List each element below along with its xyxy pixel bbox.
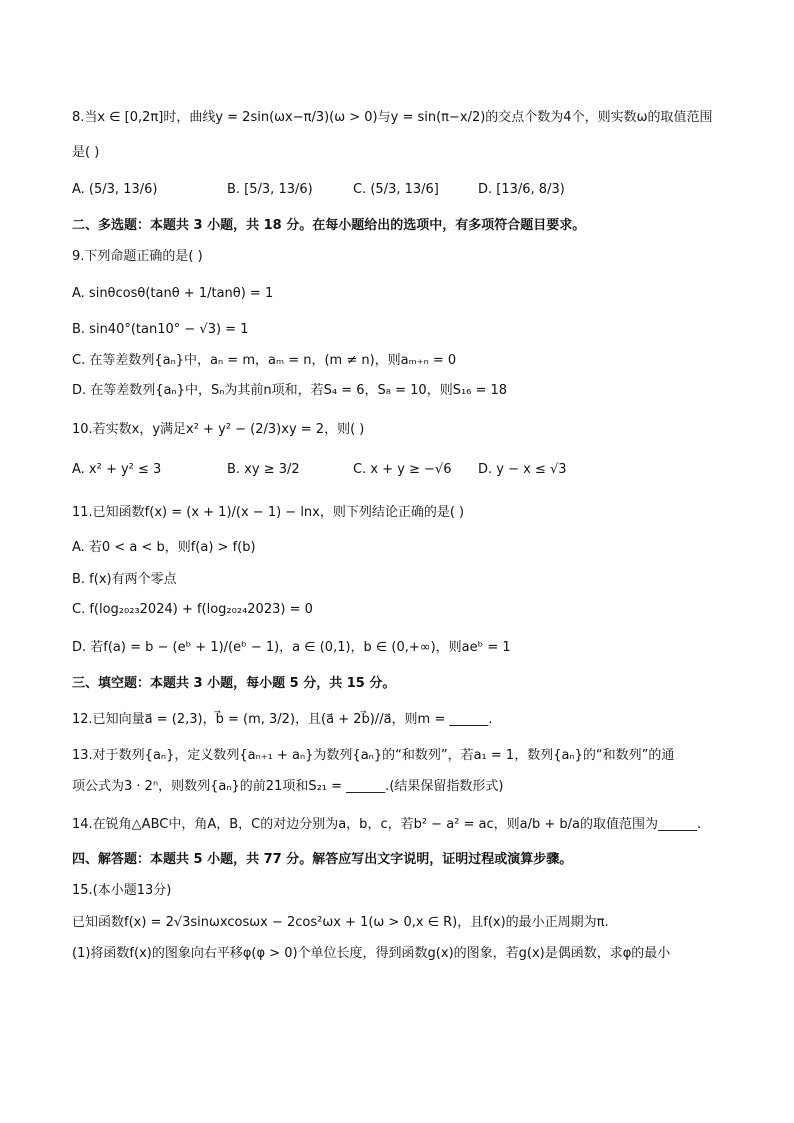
q15-stem-line2: (1)将函数f(x)的图象向右平移φ(φ > 0)个单位长度，得到函数g(x)的图象，若g(x)是偶函数，求φ的最小	[72, 946, 671, 961]
q13-stem-line1: 13.对于数列{aₙ}，定义数列{aₙ₊₁ + aₙ}为数列{aₙ}的“和数列”，若a₁ = 1，数列{aₙ}的“和数列”的通	[72, 748, 675, 763]
q10-option-b: B. xy ≥ 3/2	[227, 462, 300, 477]
q8-option-d: D. [13/6, 8/3)	[478, 182, 565, 197]
q10-option-c: C. x + y ≥ −√6	[353, 462, 452, 477]
q8-stem-line2: 是( )	[72, 145, 100, 160]
section-4-heading: 四、解答题：本题共 5 小题，共 77 分。解答应写出文字说明，证明过程或演算步骤。	[72, 852, 573, 867]
q10-option-a: A. x² + y² ≤ 3	[72, 462, 162, 477]
section-2-heading: 二、多选题：本题共 3 小题，共 18 分。在每小题给出的选项中，有多项符合题目要求。	[72, 218, 586, 233]
section-3-heading: 三、填空题：本题共 3 小题，每小题 5 分，共 15 分。	[72, 676, 396, 691]
q8-option-b: B. [5/3, 13/6)	[227, 182, 313, 197]
q14-stem: 14.在锐角△ABC中，角A，B，C的对边分别为a，b，c，若b² − a² = ac，则a/b + b/a的取值范围为______.	[72, 817, 702, 832]
q13-stem-line2: 项公式为3 · 2ⁿ，则数列{aₙ}的前21项和S₂₁ = ______.(结果保留指数形式)	[72, 779, 504, 794]
q10-option-d: D. y − x ≤ √3	[478, 462, 567, 477]
q11-stem: 11.已知函数f(x) = (x + 1)/(x − 1) − lnx，则下列结论正确的是( )	[72, 505, 465, 520]
q9-option-b: B. sin40°(tan10° − √3) = 1	[72, 322, 249, 337]
q15-stem-line1: 已知函数f(x) = 2√3sinωxcosωx − 2cos²ωx + 1(ω > 0,x ∈ R)，且f(x)的最小正周期为π.	[72, 915, 609, 930]
q9-stem: 9.下列命题正确的是( )	[72, 249, 203, 264]
q11-option-d: D. 若f(a) = b − (eᵇ + 1)/(eᵇ − 1)，a ∈ (0,1)，b ∈ (0,+∞)，则aeᵇ = 1	[72, 640, 511, 655]
q12-stem: 12.已知向量a⃗ = (2,3)，b⃗ = (m, 3/2)，且(a⃗ + 2b⃗)//a⃗，则m = ______.	[72, 712, 493, 727]
q8-option-a: A. (5/3, 13/6)	[72, 182, 158, 197]
q9-option-c: C. 在等差数列{aₙ}中，aₙ = m，aₘ = n，(m ≠ n)，则aₘ₊ₙ = 0	[72, 353, 457, 368]
q9-option-a: A. sinθcosθ(tanθ + 1/tanθ) = 1	[72, 286, 274, 301]
q15-heading: 15.(本小题13分)	[72, 883, 172, 898]
q10-stem: 10.若实数x，y满足x² + y² − (2/3)xy = 2，则( )	[72, 422, 365, 437]
q11-option-a: A. 若0 < a < b，则f(a) > f(b)	[72, 540, 256, 555]
q8-stem-line1: 8.当x ∈ [0,2π]时，曲线y = 2sin(ωx−π/3)(ω > 0)与y = sin(π−x/2)的交点个数为4个，则实数ω的取值范围	[72, 110, 713, 125]
q11-option-c: C. f(log₂₀₂₃2024) + f(log₂₀₂₄2023) = 0	[72, 602, 313, 617]
q8-option-c: C. (5/3, 13/6]	[353, 182, 439, 197]
q11-option-b: B. f(x)有两个零点	[72, 572, 177, 587]
q9-option-d: D. 在等差数列{aₙ}中，Sₙ为其前n项和，若S₄ = 6，S₈ = 10，则S₁₆ = 18	[72, 383, 508, 398]
